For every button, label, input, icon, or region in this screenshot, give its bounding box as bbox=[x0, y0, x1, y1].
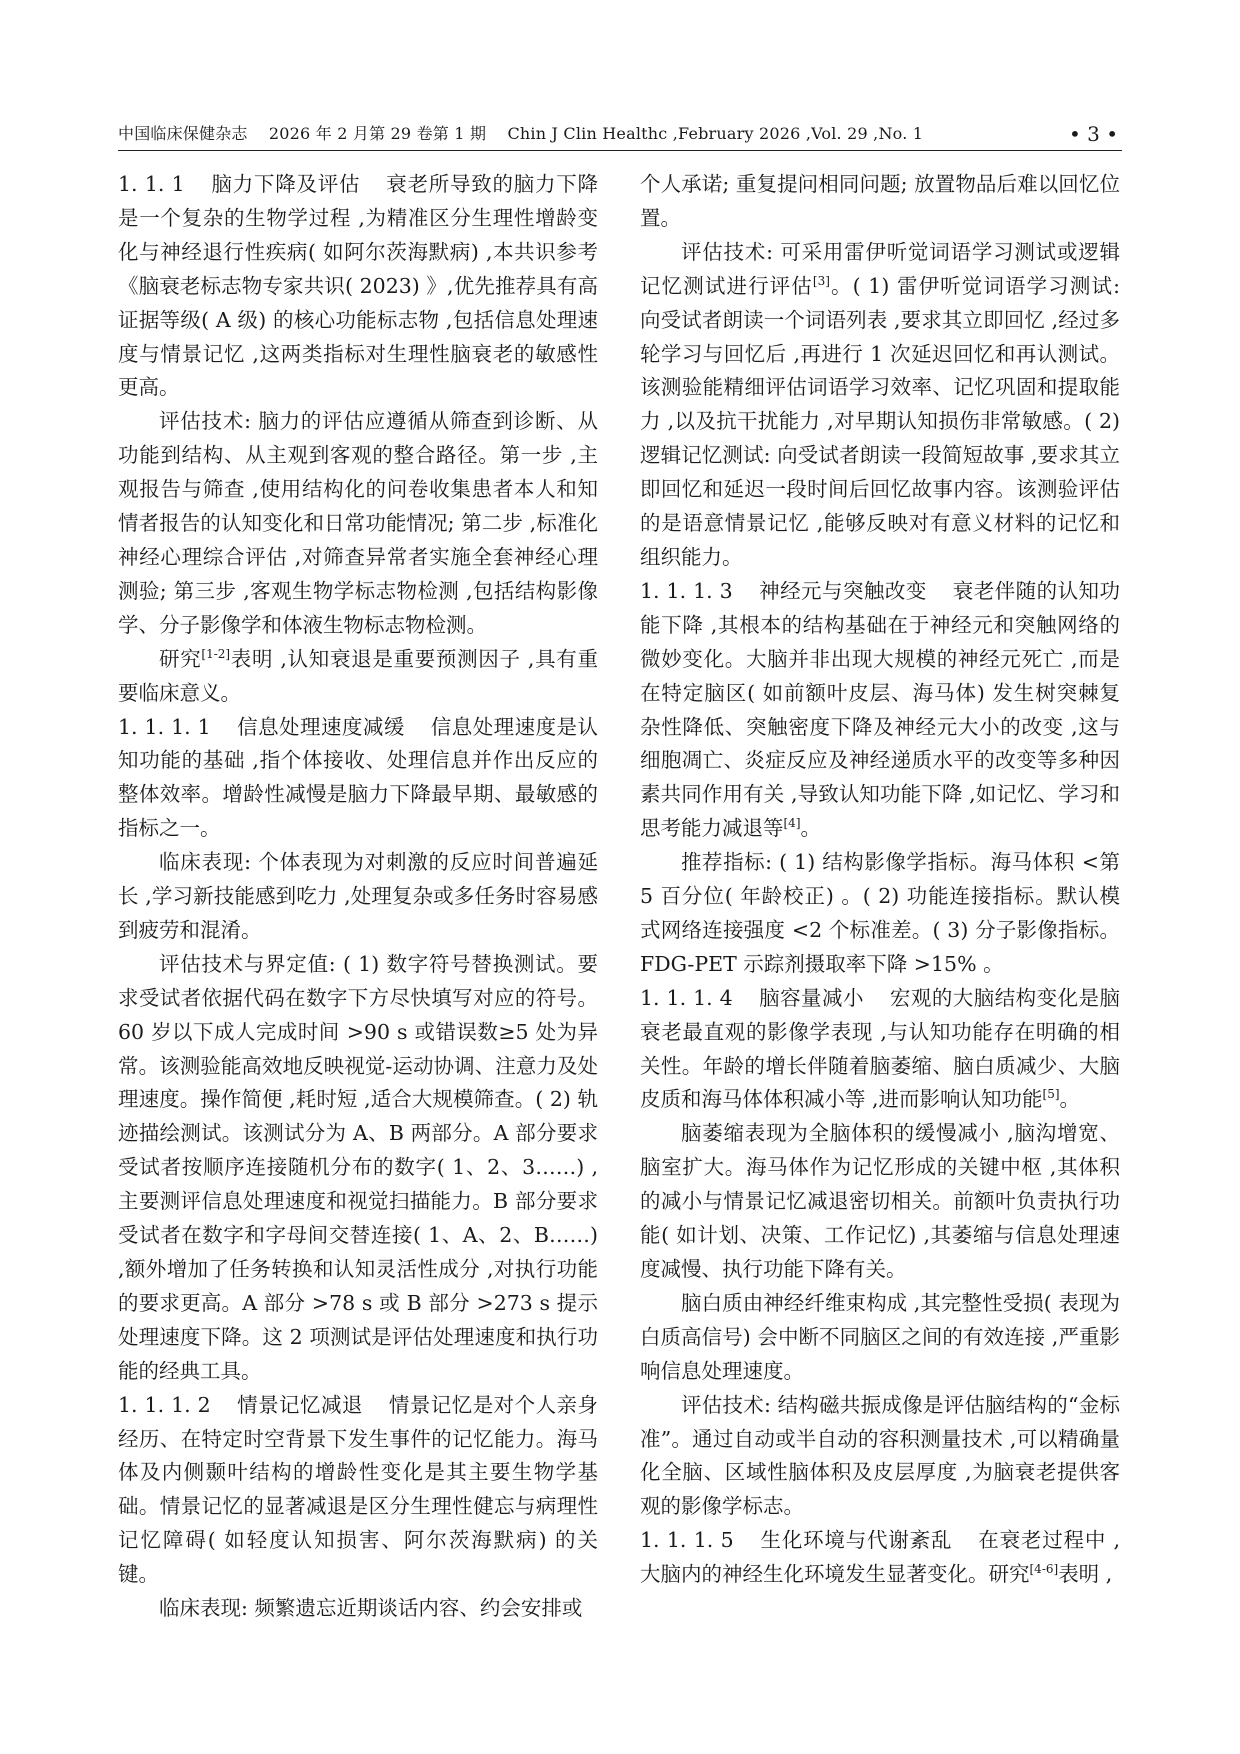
citation-ref: [5] bbox=[1042, 1087, 1060, 1102]
section-title: 脑力下降及评估 bbox=[210, 172, 361, 196]
right-column bbox=[640, 168, 1120, 1592]
section-1-1-1 bbox=[118, 168, 598, 405]
paragraph-assessment-cutoff: 评估技术与界定值: ( 1) 数字符号替换测试。要求受试者依据代码在数字下方尽快填写对应的符号。60 岁以下成人完成时间 >90 s 或错误数≥5 处为异常。该测验能高效地反映视觉-运动协调、注意力及处理速度。操作简便 ,耗时短 ,适合大规模筛查。( 2) 轨迹描绘测试。该测试分为 A、B 两部分。A 部分要求受试者按顺序连接随机分布的数字( 1、2、3……) ,主要测评信息处理速度和视觉扫描能力。B 部分要求受试者在数字和字母间交替连接( 1、A、2、B……) ,额外增加了任务转换和认知灵活性成分 ,对执行功能的要求更高。A 部分 >78 s 或 B 部分 >273 s 提示处理速度下降。这 2 项测试是评估处理速度和执行功能的经典工具。 bbox=[118, 951, 598, 1383]
paragraph-clinical: 临床表现: 个体表现为对刺激的反应时间普遍延长 ,学习新技能感到吃力 ,处理复杂或多任务时容易感到疲劳和混淆。 bbox=[118, 850, 598, 942]
section-1-1-1-4 bbox=[640, 982, 1120, 1118]
section-1-1-1-2 bbox=[118, 1389, 598, 1592]
section-title: 神经元与突触改变 bbox=[758, 578, 927, 603]
paragraph-text: 。( 1) 雷伊听觉词语学习测试: 向受试者朗读一个词语列表 ,要求其立即回忆 ,经过多轮学习与回忆后 ,再进行 1 次延迟回忆和再认测试。该测验能精细评估词语学习效率、记忆巩固和提取能力 ,以及抗干扰能力 ,对早期认知损伤非常敏感。( 2) 逻辑记忆测试: 向受试者朗读一段简短故事 ,要求其立即回忆和延迟一段时间后回忆故事内容。该测验评估的是语意情景记忆 ,能够反映对有意义材料的记忆和组织能力。 bbox=[640, 273, 1120, 569]
paragraph-memory-assessment bbox=[640, 236, 1120, 575]
page-number: • 3 • bbox=[1068, 122, 1118, 146]
section-title: 生化环境与代谢紊乱 bbox=[759, 1528, 953, 1553]
paragraph-text: 在衰老过程中 ,大脑内的神经生化环境发生显著变化。研究 bbox=[640, 1528, 1120, 1587]
running-header bbox=[118, 120, 1122, 151]
paragraph-text: 评估技术: 可采用雷伊听觉词语学习测试或逻辑记忆测试进行评估 bbox=[640, 239, 1120, 298]
section-1-1-1-3 bbox=[640, 575, 1120, 846]
citation-ref: [1-2] bbox=[201, 646, 231, 661]
paragraph-text: 衰老所导致的脑力下降是一个复杂的生物学过程 ,为精准区分生理性增龄变化与神经退行性疾病( 如阿尔茨海默病) ,本共识参考《脑衰老标志物专家共识( 2023) 》,优先推荐具有高证据等级( A 级) 的核心功能标志物 ,包括信息处理速度与情景记忆 ,这两类指标对生理性脑衰老的敏感性更高。 bbox=[118, 172, 599, 400]
paragraph-text: 情景记忆是对个人亲身经历、在特定时空背景下发生事件的记忆能力。海马体及内侧颞叶结构的增龄性变化是其主要生物学基础。情景记忆的显著减退是区分生理性健忘与病理性记忆障碍( 如轻度认知损害、阿尔茨海默病) 的关键。 bbox=[118, 1392, 599, 1587]
citation-ref: [4] bbox=[783, 816, 801, 831]
paragraph-text: 。 bbox=[1059, 1087, 1081, 1112]
paragraph-assessment: 评估技术: 脑力的评估应遵循从筛查到诊断、从功能到结构、从主观到客观的整合路径。第一步 ,主观报告与筛查 ,使用结构化的问卷收集患者本人和知情者报告的认知变化和日常功能情况; 第二步 ,标准化神经心理综合评估 ,对筛查异常者实施全套神经心理测验; 第三步 ,客观生物学标志物检测 ,包括结构影像学、分子影像学和体液生物标志物检测。 bbox=[118, 409, 598, 637]
paragraph-text: 。 bbox=[800, 816, 821, 841]
paragraph-research bbox=[118, 643, 598, 711]
section-number: 1. 1. 1. 3 bbox=[640, 578, 733, 603]
paragraph-text: 表明 ,认知衰退是重要预测因子 ,具有重要临床意义。 bbox=[118, 646, 598, 705]
header-citation bbox=[118, 121, 939, 144]
paragraph-text: 研究 bbox=[159, 646, 202, 671]
journal-name-cn: 中国临床保健杂志 bbox=[118, 124, 248, 143]
section-number: 1. 1. 1. 4 bbox=[640, 985, 733, 1010]
section-1-1-1-5 bbox=[640, 1524, 1120, 1592]
paragraph-clinical-memory: 临床表现: 频繁遗忘近期谈话内容、约会安排或 bbox=[159, 1596, 583, 1621]
paragraph-white-matter: 脑白质由神经纤维束构成 ,其完整性受损( 表现为白质高信号) 会中断不同脑区之间的有效连接 ,严重影响信息处理速度。 bbox=[640, 1290, 1120, 1383]
section-title: 信息处理速度减缓 bbox=[236, 714, 405, 739]
paragraph-continued: 个人承诺; 重复提问相同问题; 放置物品后难以回忆位置。 bbox=[640, 172, 1120, 230]
section-number: 1. 1. 1. 1 bbox=[118, 714, 211, 739]
paragraph-text: 表明 , bbox=[1058, 1562, 1113, 1587]
paragraph-text: 信息处理速度是认知功能的基础 ,指个体接收、处理信息并作出反应的整体效率。增龄性减慢是脑力下降最早期、最敏感的指标之一。 bbox=[118, 714, 599, 841]
section-number: 1. 1. 1. 2 bbox=[118, 1392, 211, 1417]
section-title: 情景记忆减退 bbox=[236, 1392, 363, 1417]
citation-en: Chin J Clin Healthc ,February 2026 ,Vol. 29 ,No. 1 bbox=[507, 124, 924, 143]
section-number: 1. 1. 1 bbox=[118, 172, 185, 196]
left-column bbox=[118, 168, 598, 1626]
paragraph-recommended-indicators: 推荐指标: ( 1) 结构影像学指标。海马体积 <第 5 百分位( 年龄校正) 。( 2) 功能连接指标。默认模式网络连接强度 <2 个标准差。( 3) 分子影像指标。FDG-PET 示踪剂摄取率下降 >15% 。 bbox=[640, 850, 1120, 976]
section-1-1-1-1 bbox=[118, 711, 598, 847]
paragraph-atrophy: 脑萎缩表现为全脑体积的缓慢减小 ,脑沟增宽、脑室扩大。海马体作为记忆形成的关键中枢 ,其体积的减小与情景记忆减退密切相关。前额叶负责执行功能( 如计划、决策、工作记忆) ,其萎缩与信息处理速度减慢、执行功能下降有关。 bbox=[640, 1121, 1120, 1281]
paragraph-mri-assessment: 评估技术: 结构磁共振成像是评估脑结构的“金标准”。通过自动或半自动的容积测量技术 ,可以精确量化全脑、区域性脑体积及皮层厚度 ,为脑衰老提供客观的影像学标志。 bbox=[640, 1392, 1120, 1519]
paragraph-text: 衰老伴随的认知功能下降 ,其根本的结构基础在于神经元和突触网络的微妙变化。大脑并非出现大规模的神经元死亡 ,而是在特定脑区( 如前额叶皮层、海马体) 发生树突棘复杂性降低、突触密度下降及神经元大小的改变 ,这与细胞凋亡、炎症反应及神经递质水平的改变等多种因素共同作用有关 ,导致认知功能下降 ,如记忆、学习和思考能力减退等 bbox=[640, 578, 1121, 841]
citation-ref: [4-6] bbox=[1029, 1562, 1059, 1577]
paragraph-text: 宏观的大脑结构变化是脑衰老最直观的影像学表现 ,与认知功能存在明确的相关性。年龄的增长伴随着脑萎缩、脑白质减少、大脑皮质和海马体体积减小等 ,进而影响认知功能 bbox=[640, 985, 1121, 1112]
citation-ref: [3] bbox=[812, 273, 830, 288]
section-title: 脑容量减小 bbox=[758, 985, 864, 1010]
section-number: 1. 1. 1. 5 bbox=[640, 1528, 734, 1553]
issue-cn: 2026 年 2 月第 29 卷第 1 期 bbox=[268, 124, 487, 143]
